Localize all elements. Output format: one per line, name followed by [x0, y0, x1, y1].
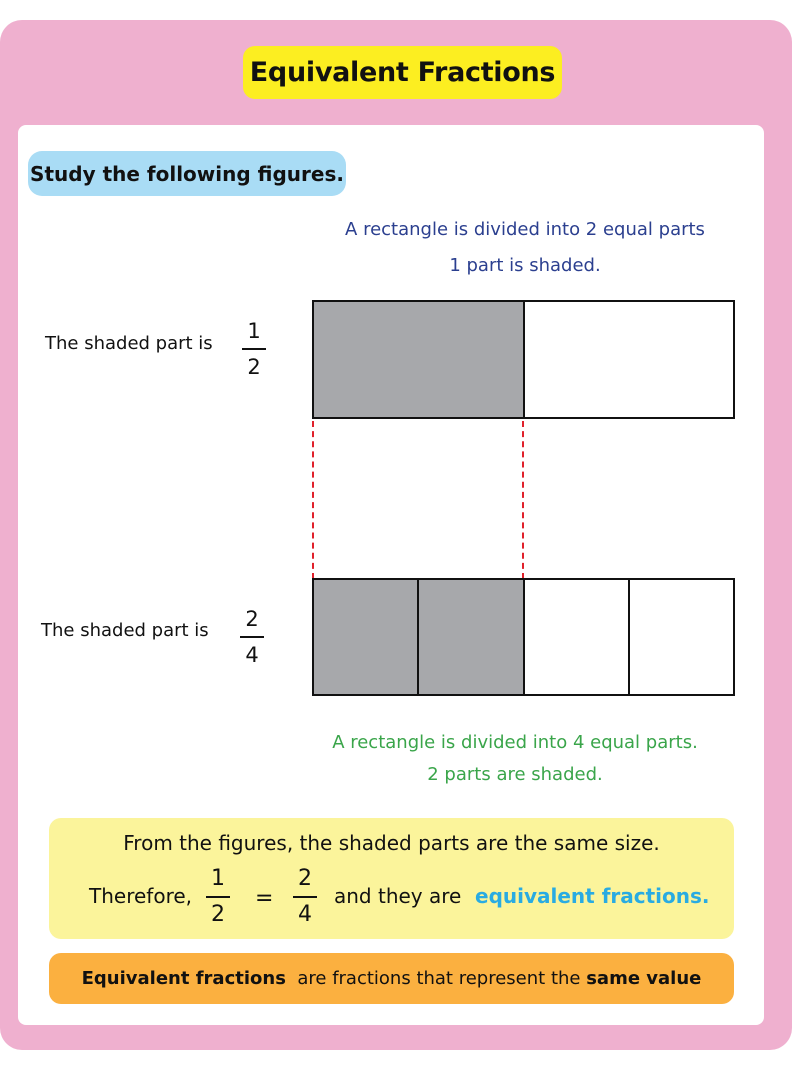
left-denominator: 2	[211, 901, 225, 927]
fraction-bar	[206, 896, 230, 898]
fraction-bar	[293, 896, 317, 898]
figure2-label: The shaded part is	[41, 620, 209, 641]
therefore-text: Therefore,	[89, 884, 193, 908]
and-they-are-text: and they are	[334, 884, 462, 908]
definition-box	[49, 953, 734, 1004]
fraction-bar	[240, 636, 264, 638]
figure2-shaded-part	[314, 580, 417, 694]
left-numerator: 1	[211, 866, 225, 891]
instruction-pill: Study the following figures.	[28, 151, 346, 196]
definition-emphasis: same value	[586, 968, 702, 989]
equals-sign: =	[255, 886, 274, 911]
conclusion-line1: From the figures, the shaded parts are the same size.	[123, 831, 660, 855]
figure2-unshaded-part	[523, 580, 628, 694]
figure1-denominator: 2	[247, 354, 261, 379]
connector-left-dashed-line	[312, 421, 314, 579]
figure1-caption-line2: 1 part is shaded.	[449, 255, 601, 276]
definition-middle: are fractions that represent the	[285, 968, 587, 989]
conclusion-right-fraction	[290, 866, 320, 928]
conclusion-left-fraction	[203, 866, 233, 928]
page-title: Equivalent Fractions	[243, 46, 562, 99]
conclusion-box	[49, 818, 734, 939]
figure2-caption-line2: 2 parts are shaded.	[427, 764, 603, 785]
figure2-rectangle	[312, 578, 735, 696]
figure1-numerator: 1	[247, 319, 261, 343]
equivalent-fractions-highlight: equivalent fractions.	[475, 884, 710, 908]
figure1-unshaded-part	[523, 302, 734, 417]
definition-term: Equivalent fractions	[81, 968, 286, 989]
figure2-numerator: 2	[245, 607, 259, 631]
figure1-rectangle	[312, 300, 735, 419]
figure1-shaded-part	[314, 302, 523, 417]
figure1-label: The shaded part is	[45, 333, 213, 354]
connector-right-dashed-line	[522, 421, 524, 579]
figure2-shaded-part	[417, 580, 522, 694]
conclusion-equation-row	[49, 866, 734, 938]
right-denominator: 4	[298, 901, 312, 927]
figure2-fraction	[237, 606, 267, 668]
figure1-fraction	[239, 318, 269, 380]
figure1-caption-line1: A rectangle is divided into 2 equal parts	[345, 219, 705, 240]
fraction-bar	[242, 348, 266, 350]
right-numerator: 2	[298, 866, 312, 891]
figure2-caption-line1: A rectangle is divided into 4 equal parts.	[332, 732, 698, 753]
figure2-denominator: 4	[245, 642, 259, 667]
figure2-unshaded-part	[628, 580, 733, 694]
